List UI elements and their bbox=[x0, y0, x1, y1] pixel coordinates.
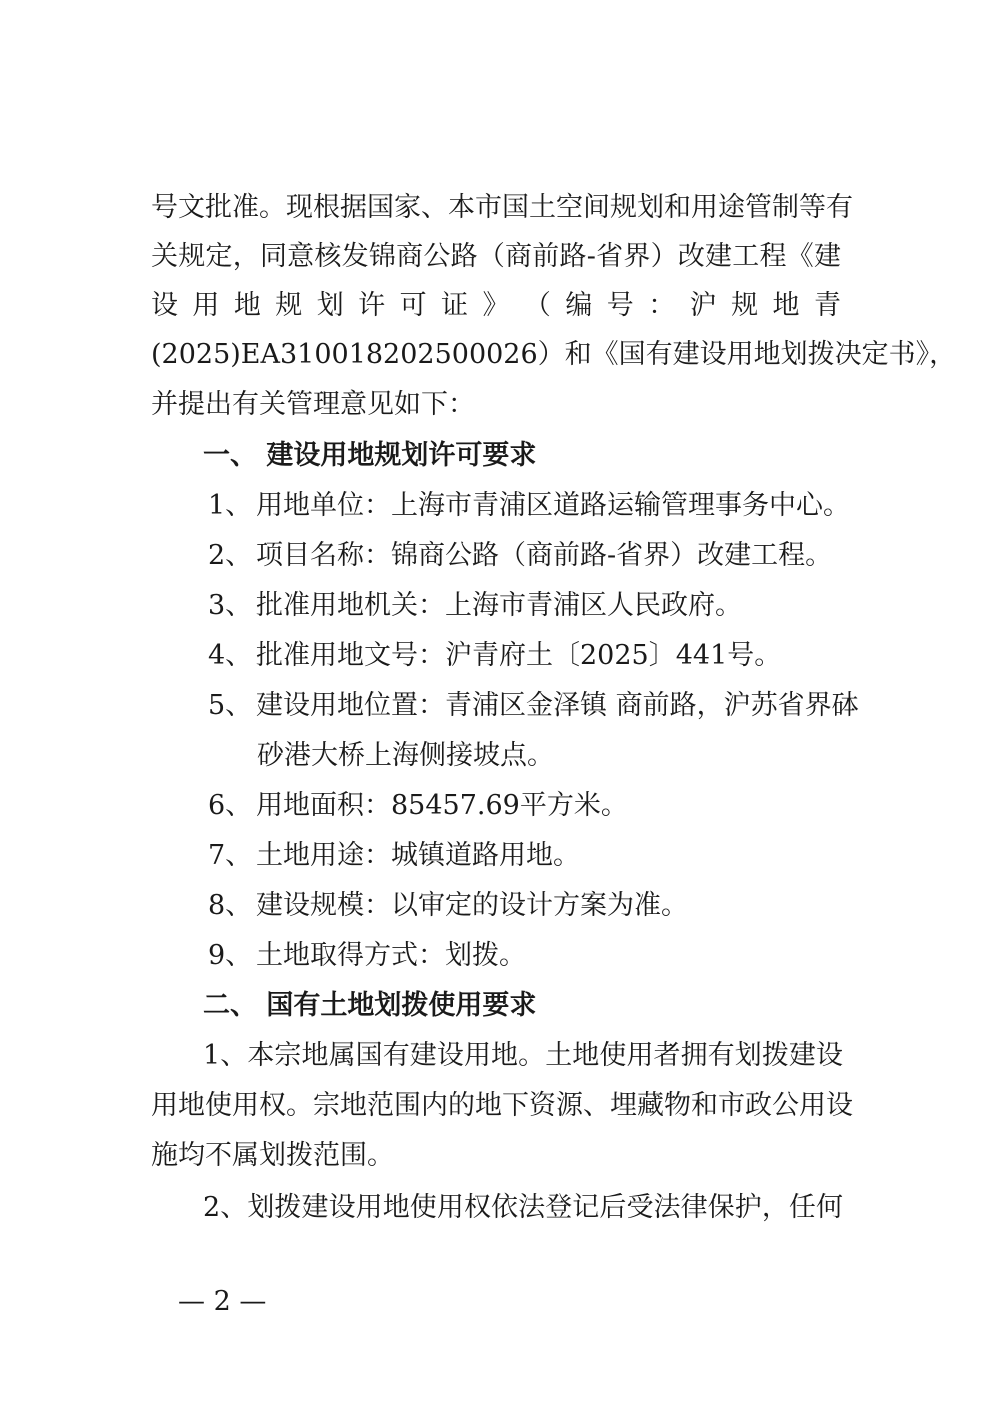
list-item bbox=[208, 788, 848, 824]
intro-line-5: 并提出有关管理意见如下： bbox=[151, 389, 475, 420]
section-2-p1-line-1: 1、本宗地属国有建设用地。土地使用者拥有划拨建设 bbox=[203, 1040, 843, 1071]
intro-line-4: (2025)EA310018202500026）和《国有建设用地划拨决定书》， bbox=[151, 339, 957, 370]
item-text: 项目名称：锦商公路（商前路-省界）改建工程。 bbox=[256, 540, 833, 571]
item-number: 1、 bbox=[208, 490, 253, 521]
list-item bbox=[208, 638, 848, 674]
item-text: 土地用途：城镇道路用地。 bbox=[256, 840, 580, 871]
list-item bbox=[208, 588, 848, 624]
section-2-p2-line-1: 2、划拨建设用地使用权依法登记后受法律保护，任何 bbox=[203, 1192, 843, 1223]
item-text: 批准用地机关：上海市青浦区人民政府。 bbox=[256, 590, 742, 621]
item-number: 6、 bbox=[208, 790, 253, 821]
item-text: 建设用地位置：青浦区金泽镇 商前路，沪苏省界砵 bbox=[256, 690, 859, 721]
item-number: 8、 bbox=[208, 890, 253, 921]
item-text: 批准用地文号：沪青府土〔2025〕441号。 bbox=[256, 640, 782, 671]
item-text: 土地取得方式：划拨。 bbox=[256, 940, 526, 971]
item-number: 4、 bbox=[208, 640, 253, 671]
item-number: 5、 bbox=[208, 690, 253, 721]
item-number: 2、 bbox=[208, 540, 253, 571]
list-item bbox=[208, 488, 848, 524]
item-number: 9、 bbox=[208, 940, 253, 971]
section-2-p1-line-2: 用地使用权。宗地范围内的地下资源、埋藏物和市政公用设 bbox=[151, 1090, 853, 1121]
section-2-heading: 二、 国有土地划拨使用要求 bbox=[203, 990, 537, 1021]
page-number: — 2 — bbox=[178, 1286, 267, 1317]
item-number: 3、 bbox=[208, 590, 253, 621]
list-item bbox=[208, 838, 848, 874]
list-item bbox=[208, 688, 859, 724]
item-number: 7、 bbox=[208, 840, 253, 871]
section-1-heading: 一、 建设用地规划许可要求 bbox=[203, 440, 537, 471]
item-text: 用地单位：上海市青浦区道路运输管理事务中心。 bbox=[256, 490, 850, 521]
intro-line-2: 关规定，同意核发锦商公路（商前路-省界）改建工程《建 bbox=[151, 241, 841, 272]
intro-line-3: 设 用 地 规 划 许 可 证 》 （ 编 号 ： 沪 规 地 青 bbox=[151, 290, 841, 321]
section-2-p1-line-3: 施均不属划拨范围。 bbox=[151, 1140, 394, 1171]
list-item bbox=[208, 538, 848, 574]
item-text: 用地面积：85457.69平方米。 bbox=[256, 790, 628, 821]
item-text: 建设规模：以审定的设计方案为准。 bbox=[256, 890, 688, 921]
list-item bbox=[208, 938, 848, 974]
item-continuation: 砂港大桥上海侧接坡点。 bbox=[257, 740, 554, 771]
intro-line-1: 号文批准。现根据国家、本市国土空间规划和用途管制等有 bbox=[151, 192, 853, 223]
list-item bbox=[208, 888, 848, 924]
